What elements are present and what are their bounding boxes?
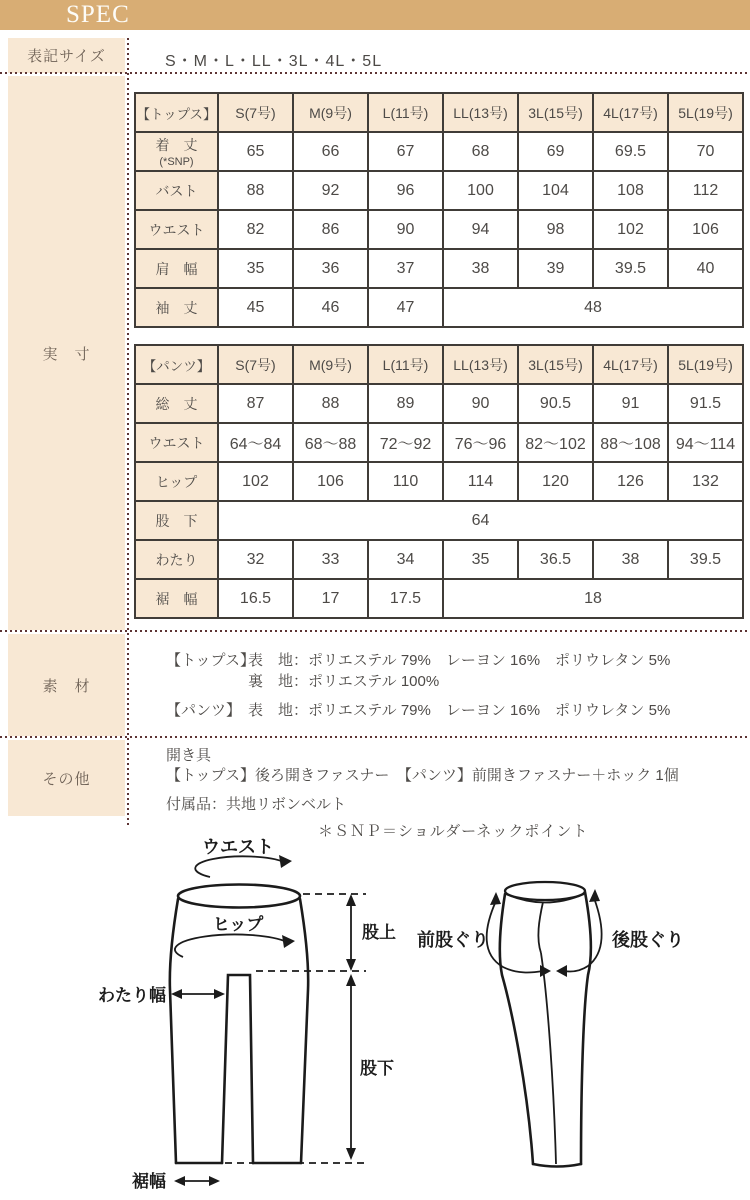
measure-cell: 100: [443, 171, 518, 210]
table-title: 【トップス】: [135, 93, 218, 132]
size-column-header: 5L(19号): [668, 93, 743, 132]
material-item-body: 裏 地：ポリエステル 100%: [248, 673, 440, 690]
measure-row: [135, 210, 743, 249]
material-line: [166, 700, 670, 721]
measure-cell: 102: [218, 462, 293, 501]
measure-cell: 38: [593, 540, 668, 579]
section-label-measurements: 実 寸: [8, 76, 125, 630]
divider: [0, 736, 750, 738]
measure-cell: 89: [368, 384, 443, 423]
row-label: [135, 288, 218, 327]
row-label-text: 裾 幅: [155, 590, 198, 607]
arrowhead: [279, 855, 292, 868]
measure-cell: 114: [443, 462, 518, 501]
measure-cell: 69.5: [593, 132, 668, 171]
waist-measure-arrow: [195, 856, 284, 877]
arrowhead: [346, 894, 356, 906]
row-label-text: わたり: [155, 551, 198, 568]
measure-cell: 33: [293, 540, 368, 579]
size-column-header: 4L(17号): [593, 345, 668, 384]
arrowhead: [346, 974, 356, 986]
size-column-header: LL(13号): [443, 345, 518, 384]
row-label: [135, 132, 218, 171]
row-label: [135, 171, 218, 210]
measure-cell: 76～96: [443, 423, 518, 462]
measure-cell: 108: [593, 171, 668, 210]
section-label-other: その他: [8, 740, 125, 816]
arrowhead: [174, 1176, 185, 1186]
material-item-head: 【パンツ】: [166, 702, 242, 719]
measure-cell: 70: [668, 132, 743, 171]
snp-footnote: ＊ＳＮＰ＝ショルダーネックポイント: [318, 823, 589, 840]
measure-cell: 90: [443, 384, 518, 423]
measure-cell: 94～114: [668, 423, 743, 462]
measure-cell: 82: [218, 210, 293, 249]
row-label-text: 袖 丈: [155, 299, 198, 316]
arrowhead: [282, 935, 295, 948]
measure-row: [135, 384, 743, 423]
measure-cell: 72～92: [368, 423, 443, 462]
table-title: 【パンツ】: [135, 345, 218, 384]
arrowhead: [589, 889, 600, 902]
row-label: [135, 501, 218, 540]
arrowhead: [540, 965, 551, 977]
divider-vertical: [127, 38, 129, 826]
measure-cell: 110: [368, 462, 443, 501]
measure-row: [135, 462, 743, 501]
pants-right-edge: [300, 899, 308, 1163]
tops-size-table: [134, 92, 744, 328]
spec-header-bar: [0, 0, 750, 30]
measure-cell: 39.5: [668, 540, 743, 579]
measure-cell: 36: [293, 249, 368, 288]
measure-cell: 90.5: [518, 384, 593, 423]
measure-cell: 45: [218, 288, 293, 327]
size-column-header: 3L(15号): [518, 345, 593, 384]
measure-cell: 106: [293, 462, 368, 501]
measurement-diagrams: [60, 830, 750, 1200]
measure-cell: 66: [293, 132, 368, 171]
pants-crotch: [222, 975, 253, 1163]
arrowhead: [556, 965, 567, 977]
diagram-label-hip: ヒップ: [212, 915, 264, 934]
measure-cell: 120: [518, 462, 593, 501]
measure-cell: 34: [368, 540, 443, 579]
measure-cell: 102: [593, 210, 668, 249]
row-label: [135, 210, 218, 249]
pants-left-edge: [170, 899, 178, 1163]
measure-cell: 16.5: [218, 579, 293, 618]
measure-cell: 91.5: [668, 384, 743, 423]
measure-cell: 88: [293, 384, 368, 423]
measure-cell: 126: [593, 462, 668, 501]
measure-cell: 17.5: [368, 579, 443, 618]
measure-cell: 64: [218, 501, 743, 540]
measure-row: [135, 540, 743, 579]
measure-cell: 94: [443, 210, 518, 249]
measure-cell: 40: [668, 249, 743, 288]
measure-row: [135, 423, 743, 462]
section-label-size-notation: 表記サイズ: [8, 38, 125, 73]
material-line: [166, 650, 670, 671]
measure-cell: 37: [368, 249, 443, 288]
row-label-text: ウエスト: [148, 221, 205, 238]
divider: [0, 72, 750, 74]
measure-cell: 86: [293, 210, 368, 249]
diagram-label-back-crotch: 後股ぐり: [612, 930, 684, 950]
row-label-text: 着 丈: [155, 137, 198, 153]
other-line: 【トップス】後ろ開きファスナー 【パンツ】前開きファスナー＋ホック 1個: [166, 767, 679, 784]
material-item-body: 表 地：ポリエステル 79% レーヨン 16% ポリウレタン 5%: [248, 652, 671, 669]
measure-cell: 87: [218, 384, 293, 423]
row-label-text: 肩 幅: [155, 260, 198, 277]
size-column-header: M(9号): [293, 345, 368, 384]
diagram-label-hem-width: 裾幅: [132, 1172, 166, 1191]
measure-cell: 69: [518, 132, 593, 171]
size-column-header: L(11号): [368, 93, 443, 132]
measure-cell: 47: [368, 288, 443, 327]
row-label-text: バスト: [155, 182, 198, 199]
measure-cell: 68～88: [293, 423, 368, 462]
other-line: 開き具: [166, 747, 212, 764]
diagram-label-inseam: 股下: [360, 1059, 394, 1078]
side-crease-line: [541, 953, 556, 1164]
arrowhead: [490, 892, 501, 905]
measure-cell: 106: [668, 210, 743, 249]
other-line: 付属品：共地リボンベルト: [166, 796, 347, 813]
other-text: [166, 746, 679, 815]
arrowhead: [209, 1176, 220, 1186]
size-column-header: S(7号): [218, 93, 293, 132]
measure-cell: 46: [293, 288, 368, 327]
size-header-row: [135, 93, 743, 132]
size-column-header: 5L(19号): [668, 345, 743, 384]
size-column-header: 3L(15号): [518, 93, 593, 132]
measure-cell: 65: [218, 132, 293, 171]
measure-cell: 67: [368, 132, 443, 171]
page-title: SPEC: [66, 1, 130, 28]
hip-measure-arrow: [175, 934, 287, 957]
size-header-row: [135, 345, 743, 384]
side-waistband: [506, 894, 584, 903]
section-label-material: 素 材: [8, 634, 125, 736]
divider: [0, 630, 750, 632]
row-label-subtext: (*SNP): [159, 156, 194, 168]
measure-cell: 48: [443, 288, 743, 327]
arrowhead: [171, 989, 182, 999]
diagram-label-rise: 股上: [362, 923, 396, 942]
measure-cell: 39.5: [593, 249, 668, 288]
row-label-text: 総 丈: [155, 395, 198, 412]
measure-cell: 90: [368, 210, 443, 249]
material-item-head: 【トップス】: [166, 652, 255, 669]
arrowhead: [346, 959, 356, 971]
row-label-text: 股 下: [155, 512, 198, 529]
size-column-header: 4L(17号): [593, 93, 668, 132]
measure-row: [135, 171, 743, 210]
measure-cell: 88～108: [593, 423, 668, 462]
measure-cell: 38: [443, 249, 518, 288]
measure-cell: 32: [218, 540, 293, 579]
back-crotch-arrow: [564, 898, 602, 971]
material-text: [166, 650, 670, 721]
measure-row: [135, 579, 743, 618]
measure-row: [135, 288, 743, 327]
measure-cell: 98: [518, 210, 593, 249]
side-front-edge: [500, 894, 533, 1164]
row-label: [135, 540, 218, 579]
diagram-label-thigh-width: わたり幅: [98, 986, 166, 1005]
side-hem: [533, 1164, 581, 1167]
measure-cell: 82～102: [518, 423, 593, 462]
measure-cell: 92: [293, 171, 368, 210]
size-notation-value: S・M・L・LL・3L・4L・5L: [165, 53, 383, 70]
measure-cell: 35: [443, 540, 518, 579]
measure-cell: 39: [518, 249, 593, 288]
arrowhead: [214, 989, 225, 999]
row-label: [135, 462, 218, 501]
row-label: [135, 579, 218, 618]
row-label-text: ヒップ: [155, 473, 198, 490]
side-back-edge: [581, 892, 591, 1164]
row-label: [135, 384, 218, 423]
measure-cell: 132: [668, 462, 743, 501]
pants-waist-opening: [178, 885, 300, 908]
material-line: [166, 671, 670, 692]
side-fly-line: [538, 902, 543, 953]
measure-cell: 35: [218, 249, 293, 288]
diagram-label-front-crotch: 前股ぐり: [417, 930, 489, 950]
measure-cell: 64～84: [218, 423, 293, 462]
row-label: [135, 249, 218, 288]
row-label: [135, 423, 218, 462]
measure-cell: 96: [368, 171, 443, 210]
arrowhead: [346, 1148, 356, 1160]
measure-cell: 17: [293, 579, 368, 618]
size-column-header: M(9号): [293, 93, 368, 132]
measure-cell: 88: [218, 171, 293, 210]
measure-cell: 18: [443, 579, 743, 618]
size-column-header: L(11号): [368, 345, 443, 384]
measure-row: [135, 249, 743, 288]
measure-cell: 36.5: [518, 540, 593, 579]
material-item-head: [166, 671, 248, 692]
material-item-body: 表 地：ポリエステル 79% レーヨン 16% ポリウレタン 5%: [248, 702, 671, 719]
measure-cell: 104: [518, 171, 593, 210]
measure-row: [135, 501, 743, 540]
measure-cell: 68: [443, 132, 518, 171]
diagram-label-waist: ウエスト: [202, 837, 274, 857]
size-column-header: LL(13号): [443, 93, 518, 132]
row-label-text: ウエスト: [148, 434, 205, 451]
measure-row: [135, 132, 743, 171]
size-column-header: S(7号): [218, 345, 293, 384]
pants-size-table: [134, 344, 744, 619]
measure-cell: 112: [668, 171, 743, 210]
measure-cell: 91: [593, 384, 668, 423]
front-crotch-arrow: [487, 901, 543, 972]
